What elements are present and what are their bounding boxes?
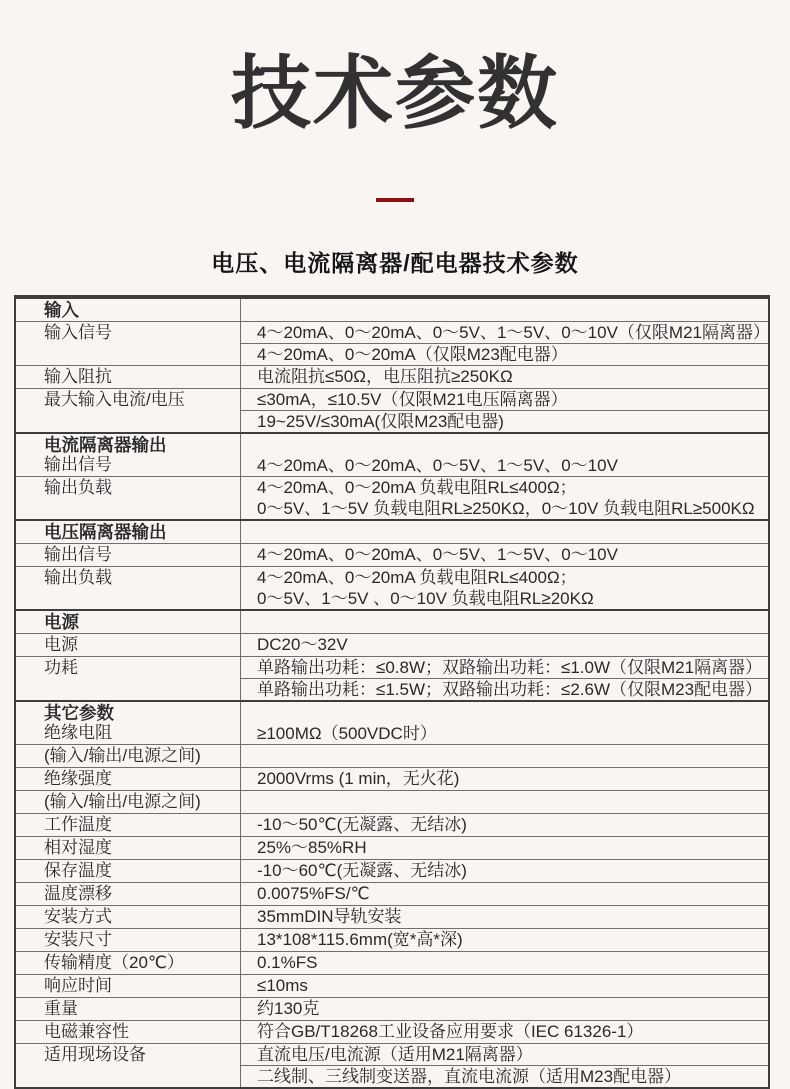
table-row [16, 432, 768, 476]
param-value-cell [241, 702, 768, 744]
param-value: ≤30mA，≤10.5V（仅限M21电压隔离器） [241, 389, 768, 411]
param-value-cell [241, 322, 768, 365]
section-label: 电源 [44, 612, 79, 632]
section-label-cell [16, 702, 241, 744]
param-value: 0.1%FS [257, 953, 318, 972]
table-row [16, 905, 768, 928]
param-label: 输出负载 [44, 568, 112, 587]
param-label-cell [16, 1021, 241, 1043]
param-value: 0～5V、1～5V 负载电阻RL≥250KΩ，0～10V 负载电阻RL≥500KΩ [257, 499, 755, 518]
table-row [16, 700, 768, 744]
table-row [16, 813, 768, 836]
section-label-cell [16, 434, 241, 476]
param-value-cell [241, 657, 768, 700]
table-subtitle: 电压、电流隔离器/配电器技术参数 [211, 250, 579, 276]
param-value-cell [241, 975, 768, 997]
param-value: 4～20mA、0～20mA、0～5V、1～5V、0～10V（仅限M21隔离器） [241, 322, 768, 344]
param-value: 单路输出功耗：≤0.8W；双路输出功耗：≤1.0W（仅限M21隔离器） [241, 657, 768, 679]
param-label: 绝缘电阻 [44, 723, 112, 742]
param-value: -10～50℃(无凝露、无结冰) [257, 815, 467, 834]
section-label-cell [16, 299, 241, 321]
param-value-cell [241, 389, 768, 432]
param-value-cell [241, 814, 768, 836]
param-label: 重量 [44, 999, 78, 1018]
param-label: 输出信号 [44, 545, 112, 564]
param-value: 25%～85%RH [257, 838, 367, 857]
param-value-cell [241, 883, 768, 905]
param-label-cell [16, 883, 241, 905]
spec-table [14, 295, 770, 1089]
param-value-cell [241, 1021, 768, 1043]
param-label-cell [16, 814, 241, 836]
table-row [16, 566, 768, 609]
param-label: 适用现场设备 [44, 1045, 146, 1064]
param-label-cell [16, 477, 241, 519]
page-title: 技术参数 [231, 49, 559, 138]
param-label: (输入/输出/电源之间) [44, 792, 201, 811]
param-value: 4～20mA、0～20mA、0～5V、1～5V、0～10V [257, 545, 618, 564]
param-value: 2000Vrms (1 min，无火花) [257, 769, 460, 788]
param-value: 直流电压/电流源（适用M21隔离器） [241, 1044, 768, 1066]
param-value: ≥100MΩ（500VDC时） [257, 724, 437, 743]
section-label: 输入 [44, 300, 79, 320]
param-label-cell [16, 366, 241, 388]
param-value [241, 791, 768, 812]
table-row [16, 997, 768, 1020]
param-label: 相对湿度 [44, 838, 112, 857]
param-label: 最大输入电流/电压 [44, 390, 185, 409]
param-label: 响应时间 [44, 976, 112, 995]
param-label-cell [16, 837, 241, 859]
param-label: 绝缘强度 [44, 769, 112, 788]
param-value-cell [241, 1044, 768, 1087]
param-label: 输入信号 [44, 323, 112, 342]
param-label: 输入阻抗 [44, 367, 112, 386]
param-value-cell [241, 477, 768, 519]
param-value-cell [241, 929, 768, 951]
param-label: (输入/输出/电源之间) [44, 746, 201, 765]
param-value-cell [241, 998, 768, 1020]
param-value: 单路输出功耗：≤1.5W；双路输出功耗：≤2.6W（仅限M23配电器） [257, 680, 763, 699]
param-label-cell [16, 1044, 241, 1087]
param-label: 工作温度 [44, 815, 112, 834]
param-value-cell [241, 906, 768, 928]
table-row [16, 633, 768, 656]
param-value-cell [241, 544, 768, 566]
param-value-cell [241, 634, 768, 656]
section-label-cell [16, 611, 241, 633]
param-label-cell [16, 860, 241, 882]
param-value: 4～20mA、0～20mA 负载电阻RL≤400Ω； [257, 478, 577, 497]
table-row [16, 951, 768, 974]
table-row [16, 609, 768, 633]
param-label-cell [16, 929, 241, 951]
param-label: 功耗 [44, 658, 78, 677]
table-row [16, 882, 768, 905]
table-row [16, 767, 768, 790]
param-label: 安装方式 [44, 907, 112, 926]
param-label-cell [16, 745, 241, 767]
title-divider-line [376, 198, 414, 202]
param-label: 输出负载 [44, 478, 112, 497]
param-value: 4～20mA、0～20mA、0～5V、1～5V、0～10V [257, 456, 618, 475]
param-label-cell [16, 544, 241, 566]
table-row [16, 365, 768, 388]
table-row [16, 744, 768, 767]
table-row [16, 836, 768, 859]
section-label: 电流隔离器输出 [44, 435, 167, 455]
param-value-cell [241, 745, 768, 767]
param-label-cell [16, 567, 241, 609]
table-row [16, 543, 768, 566]
param-label-cell [16, 906, 241, 928]
param-value-cell [241, 299, 768, 321]
param-label: 输出信号 [44, 455, 112, 474]
table-row [16, 388, 768, 432]
param-value: 约130克 [257, 999, 320, 1018]
table-row [16, 790, 768, 813]
param-value: DC20～32V [257, 635, 348, 654]
param-value-cell [241, 837, 768, 859]
param-value: 35mmDIN导轨安装 [257, 907, 402, 926]
param-label-cell [16, 768, 241, 790]
table-row [16, 1020, 768, 1043]
table-row [16, 928, 768, 951]
param-value: 符合GB/T18268工业设备应用要求（IEC 61326-1） [257, 1022, 644, 1041]
param-label-cell [16, 998, 241, 1020]
table-row [16, 1043, 768, 1087]
table-row [16, 859, 768, 882]
param-value-cell [241, 567, 768, 609]
param-label: 温度漂移 [44, 884, 112, 903]
param-value-cell [241, 952, 768, 974]
param-label: 电源 [44, 635, 78, 654]
table-row [16, 321, 768, 365]
param-value: 19~25V/≤30mA(仅限M23配电器) [257, 412, 504, 431]
param-label-cell [16, 389, 241, 432]
param-value: 13*108*115.6mm(宽*高*深) [257, 930, 463, 949]
param-label: 传输精度（20℃） [44, 953, 185, 972]
param-label-cell [16, 657, 241, 700]
table-row [16, 297, 768, 321]
param-value-cell [241, 521, 768, 543]
table-row [16, 476, 768, 519]
param-label-cell [16, 791, 241, 813]
param-label: 电磁兼容性 [44, 1022, 129, 1041]
param-label-cell [16, 322, 241, 365]
param-value: 电流阻抗≤50Ω，电压阻抗≥250KΩ [257, 367, 513, 386]
param-label-cell [16, 634, 241, 656]
param-value-cell [241, 860, 768, 882]
param-value: 0～5V、1～5V 、0～10V 负载电阻RL≥20KΩ [257, 589, 594, 608]
section-label: 其它参数 [44, 703, 114, 723]
param-value: 4～20mA、0～20mA 负载电阻RL≤400Ω； [257, 568, 577, 587]
param-value-cell [241, 768, 768, 790]
param-value-cell [241, 366, 768, 388]
param-value-cell [241, 611, 768, 633]
table-row [16, 519, 768, 543]
param-value [241, 745, 768, 766]
param-value-cell [241, 434, 768, 476]
table-row [16, 656, 768, 700]
param-value: ≤10ms [257, 976, 308, 995]
param-value: 二线制、三线制变送器，直流电流源（适用M23配电器） [257, 1067, 682, 1086]
param-label: 保存温度 [44, 861, 112, 880]
param-value: 4～20mA、0～20mA（仅限M23配电器） [257, 345, 568, 364]
param-value: 0.0075%FS/℃ [257, 884, 370, 903]
param-value-cell [241, 791, 768, 813]
param-label-cell [16, 975, 241, 997]
param-value: -10～60℃(无凝露、无结冰) [257, 861, 467, 880]
section-label: 电压隔离器输出 [44, 522, 167, 542]
table-row [16, 974, 768, 997]
section-label-cell [16, 521, 241, 543]
param-label: 安装尺寸 [44, 930, 112, 949]
param-label-cell [16, 952, 241, 974]
